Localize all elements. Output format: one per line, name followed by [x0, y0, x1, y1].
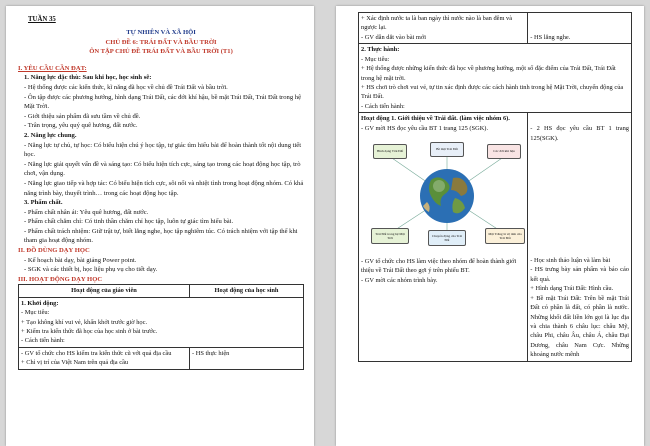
text-line: - SGK và các thiết bị, học liệu phụ vụ cho tiết dạy. [24, 266, 158, 274]
text-line: - GV tổ chức cho HS làm việc theo nhóm để hoàn thành giới thiệu về Trái Đất theo gợi ý trên phiếu BT. [361, 258, 517, 275]
activities-table-cont [358, 12, 632, 362]
text-line: - Mục tiêu: [21, 309, 50, 317]
subject-heading: TỰ NHIÊN VÀ XÃ HỘI [126, 29, 196, 36]
text-line: + Bề mặt Trái Đất: Trên bề mặt Trái Đất có phần là đất, có phần là nước. Những khối đất liền lớn gọi là lục địa và chia thành 6 châu lục: châu Mỹ, châu Phi, châu Âu, châu Á, châu Đại Dương, châu Nam Cực. Những khoảng nước mênh [530, 294, 629, 359]
teacher-cell [19, 347, 190, 369]
diagram-box-motion: Chuyển động của Trái Đất [428, 230, 466, 246]
teacher-cell [359, 13, 528, 44]
text-line: - Phẩm chất trách nhiệm: Giữ trật tự, biết lắng nghe, học tập nghiêm túc. Có trách nhiệm với tập thể khi tham gia hoạt động nhóm. [24, 227, 298, 245]
section-activities: III. HOẠT ĐỘNG DẠY HỌC [18, 275, 103, 283]
text-line: - Năng lực giải quyết vấn đề và sáng tạo: Có biểu hiện tích cực, sáng tạo trong các hoạt động học tập, trò chơi, vận dụng. [24, 160, 301, 178]
diagram-box-moon: Mặt Trăng là vệ tinh của Trái Đất [485, 228, 525, 244]
text-line: - Cách tiến hành: [361, 102, 405, 110]
text-line: - GV mời các nhóm trình bày. [361, 276, 438, 284]
week-label: TUẦN 35 [28, 16, 56, 23]
document-page-right [336, 6, 644, 446]
text-line: - Năng lực giao tiếp và hợp tác: Có biểu hiện tích cực, sôi nổi và nhiệt tình trong hoạt động nhóm. Có khả năng trình bày, thuyết trình… trong các hoạt động học tập. [24, 179, 304, 197]
text-line: - Phẩm chất nhân ái: Yêu quê hương, đất nước. [24, 208, 149, 216]
text-line: - Kế hoạch bài dạy, bài giảng Power point. [24, 256, 137, 264]
text-line: + Chỉ vị trí của Việt Nam trên quả địa cầu [21, 359, 129, 367]
text-line: - Phẩm chất chăm chỉ: Có tinh thần chăm chỉ học tập, luôn tự giác tìm hiểu bài. [24, 218, 234, 226]
text-line: - Trân trọng, yêu quý quê hương, đất nước. [24, 122, 138, 130]
text-line: - 2 HS đọc yêu cầu BT 1 trang 125(SGK). [530, 125, 629, 142]
text-line: + HS chơi trò chơi vui vẻ, tự tin xác định được các cách hành tinh trong hệ Mặt Trời, chuyển động của Trái Đất. [361, 84, 624, 101]
lesson-heading: ÔN TẬP CHỦ ĐỀ TRÁI ĐẤT VÀ BẦU TRỜI (T1) [89, 48, 233, 56]
text-line: - GV mời HS đọc yêu cầu BT 1 trang 125 (SGK). [361, 124, 489, 132]
topic-heading: CHỦ ĐỀ 6: TRÁI ĐẤT VÀ BẦU TRỜI [105, 38, 217, 46]
warmup-row [19, 297, 304, 347]
practice-title: 2. Thực hành: [361, 46, 400, 54]
text-line: - Học sinh thảo luận và làm bài [530, 257, 611, 265]
text-line: - HS trưng bày sản phẩm và báo cáo kết quả. [530, 266, 629, 283]
subsection-specific: 1. Năng lực đặc thù: Sau khi học, học sinh sẽ: [24, 74, 152, 82]
earth-diagram [361, 136, 525, 254]
student-cell [528, 113, 632, 361]
student-cell: - HS thực hiện [190, 347, 304, 369]
teacher-cell [359, 113, 528, 361]
text-line: - Giới thiệu sản phẩm đã sưu tầm về chủ đề. [24, 112, 141, 120]
diagram-box-shape: Hình dạng Trái Đất [373, 144, 407, 159]
text-line: - GV dẫn dắt vào bài mới [361, 33, 427, 41]
text-line: + Tạo không khí vui vẻ, khấn khởi trước giờ học. [21, 318, 148, 326]
subsection-qualities: 3. Phẩm chất. [24, 199, 63, 207]
section-requirements: I. YÊU CẦU CẦN ĐẠT: [18, 64, 87, 72]
document-page-left [6, 6, 314, 446]
diagram-box-surface: Bề mặt Trái Đất [430, 142, 464, 157]
text-line: + Xác định nước ta là ban ngày thì nước nào là ban đêm và ngược lại. [361, 15, 513, 32]
text-line: - Cách tiến hành: [21, 337, 65, 345]
text-line: - GV tổ chức cho HS kiểm tra kiến thức cũ với quả địa cầu [21, 349, 172, 357]
warmup-title: 1. Khởi động: [21, 299, 59, 307]
header-teacher: Hoạt động của giáo viên [19, 285, 190, 297]
diagram-box-climate: Các đới khí hậu [487, 144, 521, 159]
text-line: + Kiểm tra kiến thức đã học của học sinh ở bài trước. [21, 328, 158, 336]
diagram-box-solar-system: Trái Đất trong hệ Mặt Trời [371, 228, 409, 244]
text-line: - Hệ thống được các kiến thức, kĩ năng đã học về chủ đề Trái Đất và bầu trời. [24, 83, 228, 91]
practice-row [359, 44, 632, 113]
subsection-general: 2. Năng lực chung. [24, 131, 77, 139]
text-line: + Hình dạng Trái Đất: Hình cầu. [530, 285, 614, 293]
activities-table [18, 284, 304, 369]
text-line: - Mục tiêu: [361, 55, 390, 63]
activity1-title: Hoạt động 1. Giới thiệu về Trái đất. (làm việc nhóm 6). [361, 115, 510, 123]
text-line: - Ôn tập được các phương hướng, hình dạng Trái Đất, các đới khí hậu, bề mặt Trái Đất, Trái Đất trong hệ Mặt Trời. [24, 93, 302, 111]
section-materials: II. ĐỒ DÙNG DẠY HỌC [18, 247, 90, 255]
text-line: - HS lắng nghe. [530, 34, 571, 41]
text-line: - Năng lực tự chủ, tự học: Có biểu hiện chú ý học tập, tự giác tìm hiểu bài để hoàn thành tốt nội dung tiết học. [24, 141, 302, 159]
header-student: Hoạt động của học sinh [190, 285, 304, 297]
text-line: + Hệ thống được những kiến thức đã học về phương hướng, một số đặc điểm của Trái Đất, Trái Đất trong hệ mặt trời. [361, 65, 616, 82]
student-cell [528, 13, 632, 44]
